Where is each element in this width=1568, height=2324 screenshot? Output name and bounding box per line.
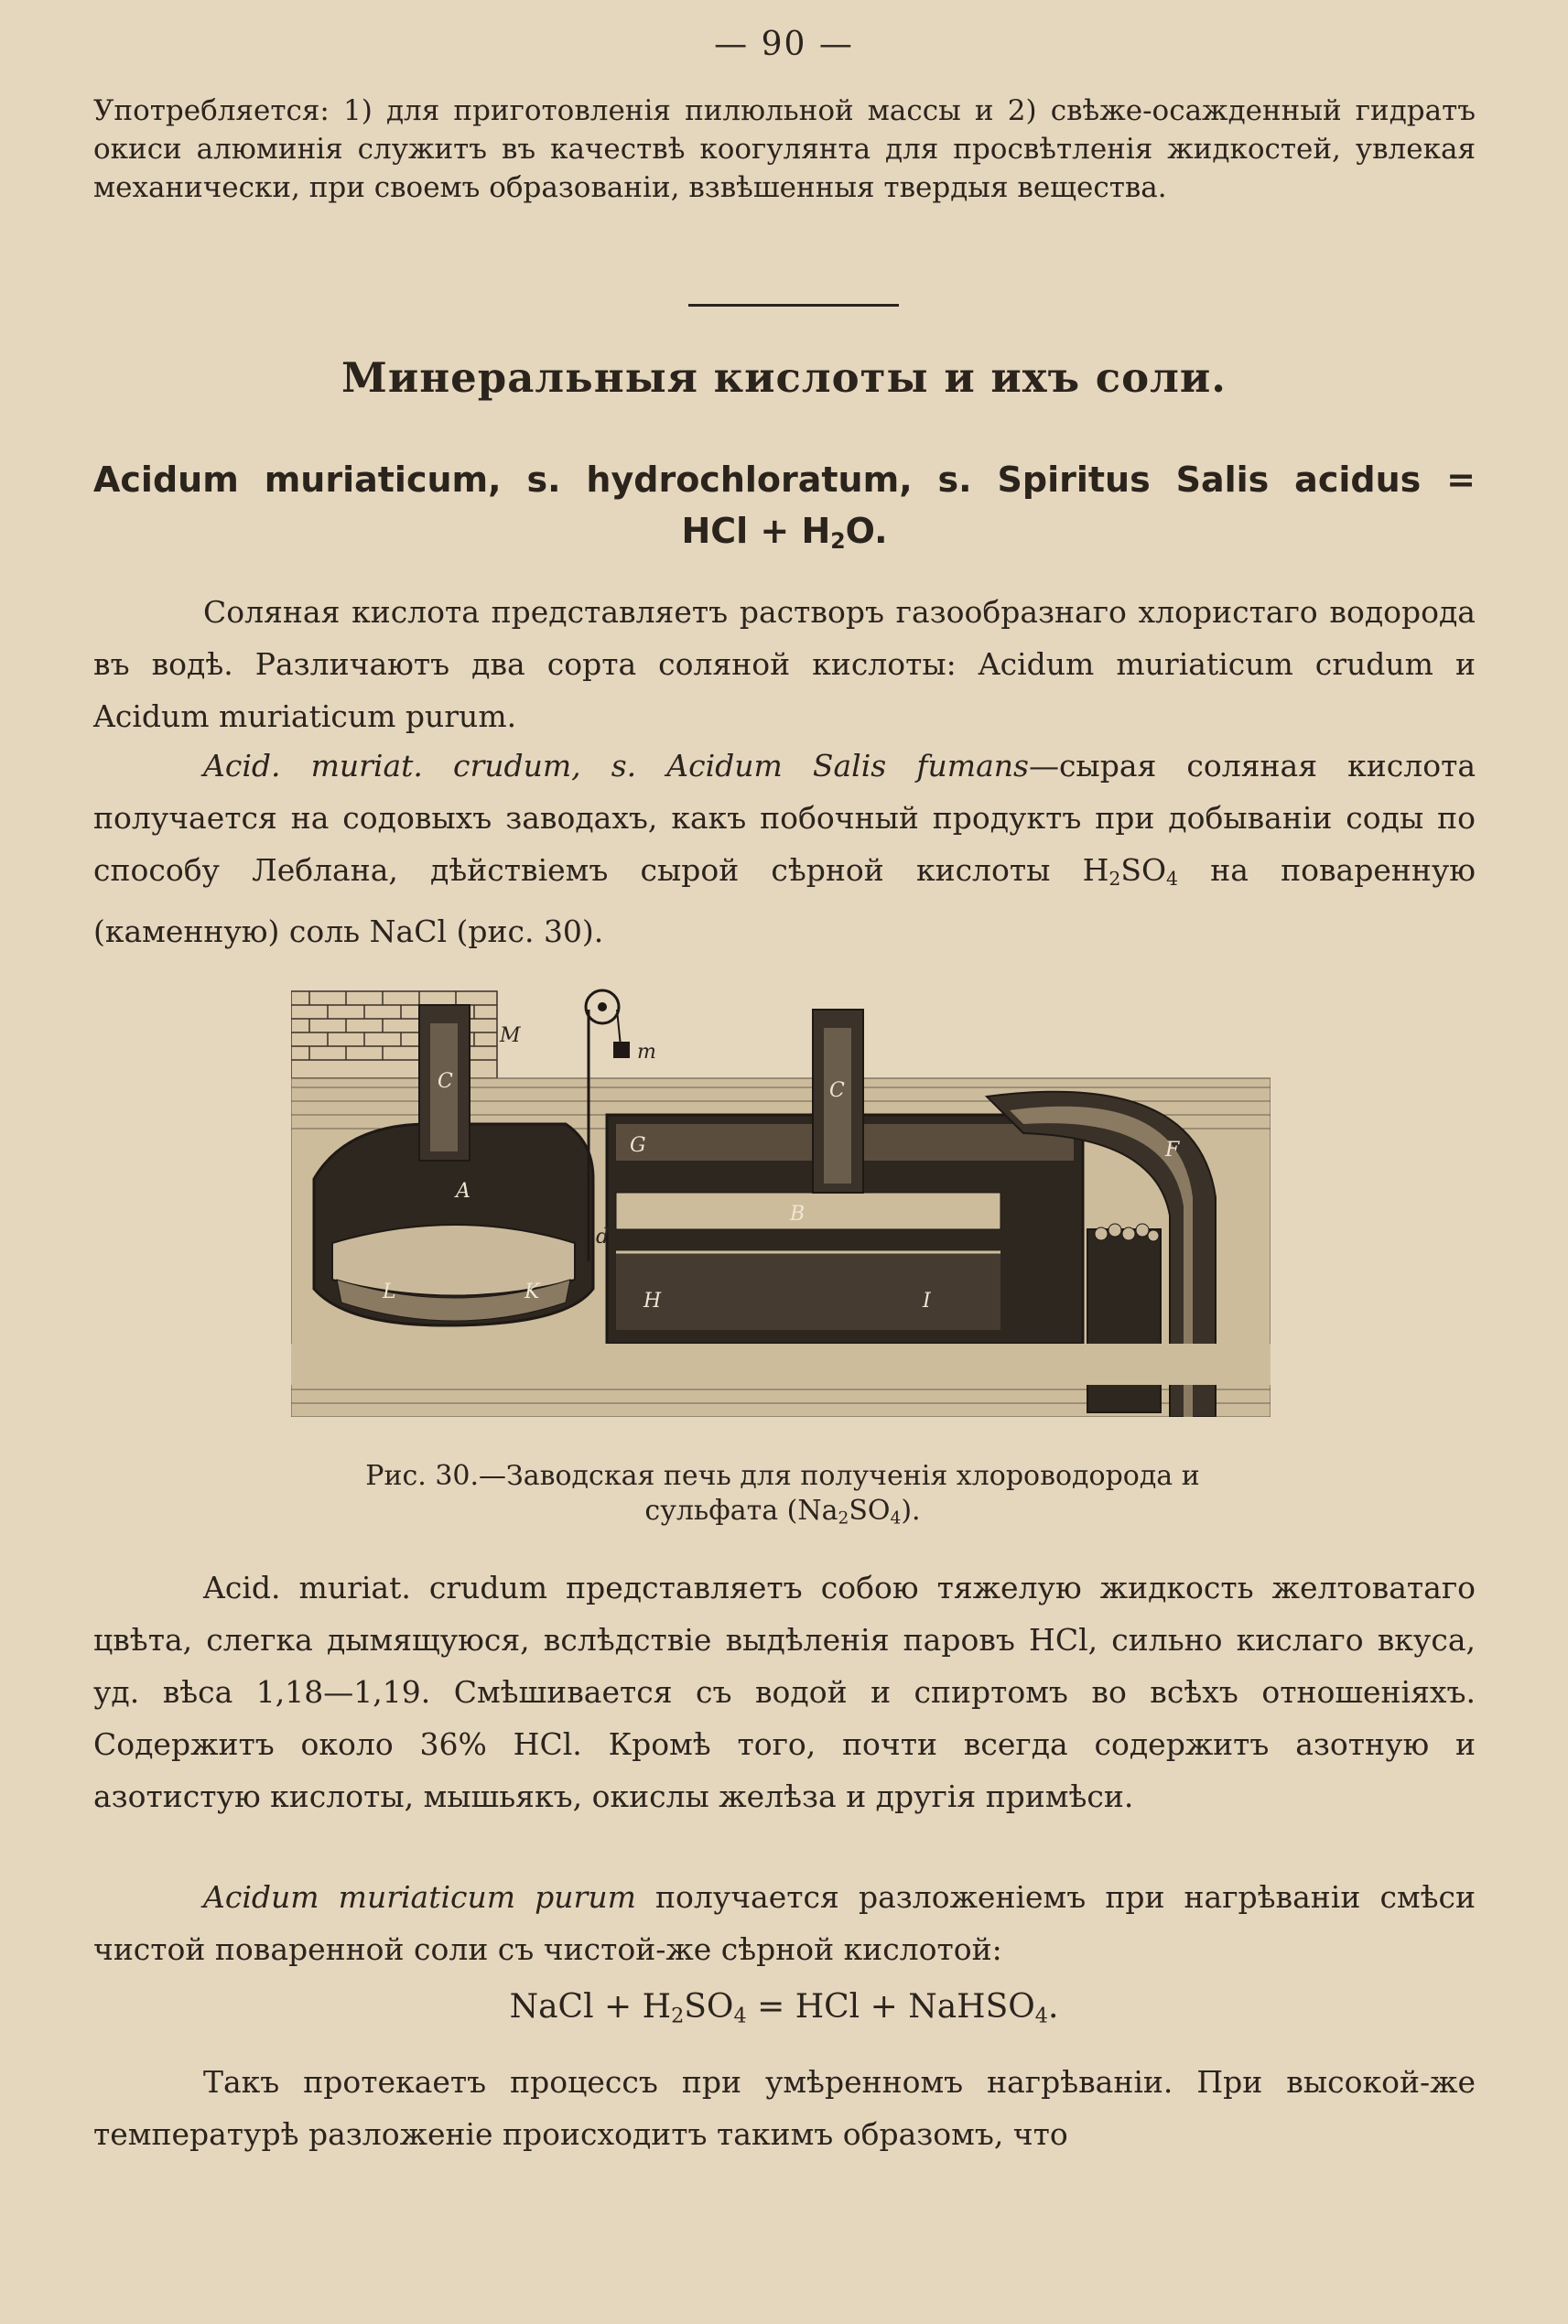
paragraph-process: Такъ протекаетъ процессъ при умѣренномъ нагрѣваніи. При высокой-же температурѣ разложеніе происходитъ такимъ образомъ, что [93, 2064, 1476, 2152]
figure-label-A: A [456, 1180, 470, 1203]
article-heading [93, 454, 1476, 567]
paragraph-intro-acid: Соляная кислота представляетъ растворъ газообразнаго хлористаго водорода въ водѣ. Различаютъ два сорта соляной кислоты: Acidum muriaticum crudum и Acidum muriaticum purum. [93, 594, 1476, 734]
paragraph-crude-properties: Acid. muriat. crudum представляетъ собою тяжелую жидкость желтоватаго цвѣта, слегка дымящуюся, вслѣдствіе выдѣленія паровъ HCl, сильно кислаго вкуса, уд. вѣса 1,18—1,19. Смѣшивается съ водой и спиртомъ во всѣхъ отношеніяхъ. Содержитъ около 36% HCl. Кромѣ того, почти всегда содержитъ азотную и азотистую кислоты, мышьякъ, окислы желѣза и другія примѣси. [93, 1570, 1476, 1814]
figure-label-I: I [923, 1290, 931, 1313]
figure-caption-line1: Рис. 30.—Заводская печь для полученія хлороводорода и [365, 1460, 1200, 1492]
figure-label-C-left: C [438, 1070, 453, 1093]
figure-label-K: K [524, 1281, 540, 1303]
figure-label-C-right: C [829, 1079, 845, 1102]
section-divider [688, 304, 899, 307]
chemical-equation: NaCl + $H_2SO_4$ = HCl + NaHSO$_4$. [509, 1988, 1059, 2028]
paragraph-pure-acid: Acidum muriaticum purum получается разложеніемъ при нагрѣваніи смѣси чистой поваренной соли съ чистой-же сѣрной кислотой: [93, 1879, 1476, 1967]
paragraph-crude-acid: Acid. muriat. crudum, s. Acidum Salis fumans—сырая соляная кислота получается на содовыхъ заводахъ, какъ побочный продуктъ при добываніи соды по способу Леблана, дѣйствіемъ сырой сѣрной кислоты $H_2SO_4$ на поваренную (каменную) соль NaCl (рис. 30). [93, 748, 1476, 950]
figure-label-m: m [637, 1041, 656, 1064]
figure-label-H: H [643, 1290, 662, 1313]
figure-caption-line2: сульфата $(Na_2SO_4)$. [644, 1495, 921, 1529]
figure-label-L: L [383, 1281, 396, 1303]
section-title: Минеральныя кислоты и ихъ соли. [341, 353, 1227, 402]
article-heading-line2: HCl + $H_2O$. [681, 511, 888, 554]
figure-label-M: M [500, 1024, 521, 1047]
figure-label-G: G [630, 1134, 646, 1157]
figure-caption [247, 1459, 1318, 1537]
page-number: — 90 — [714, 26, 854, 63]
furnace-illustration [291, 987, 1271, 1417]
figure-label-d: d [596, 1226, 610, 1248]
figure-label-B: B [790, 1203, 806, 1226]
article-heading-line1: Acidum muriaticum, s. hydrochloratum, s. Spiritus Salis acidus = [93, 459, 1476, 500]
intro-paragraph: Употребляется: 1) для приготовленія пилюльной массы и 2) свѣже-осажденный гидратъ окиси алюминія служитъ въ качествѣ коогулянта для просвѣтленія жидкостей, увлекая механически, при своемъ образованіи, взвѣшенныя твердыя вещества. [93, 94, 1476, 204]
figure-label-F: F [1165, 1139, 1180, 1162]
